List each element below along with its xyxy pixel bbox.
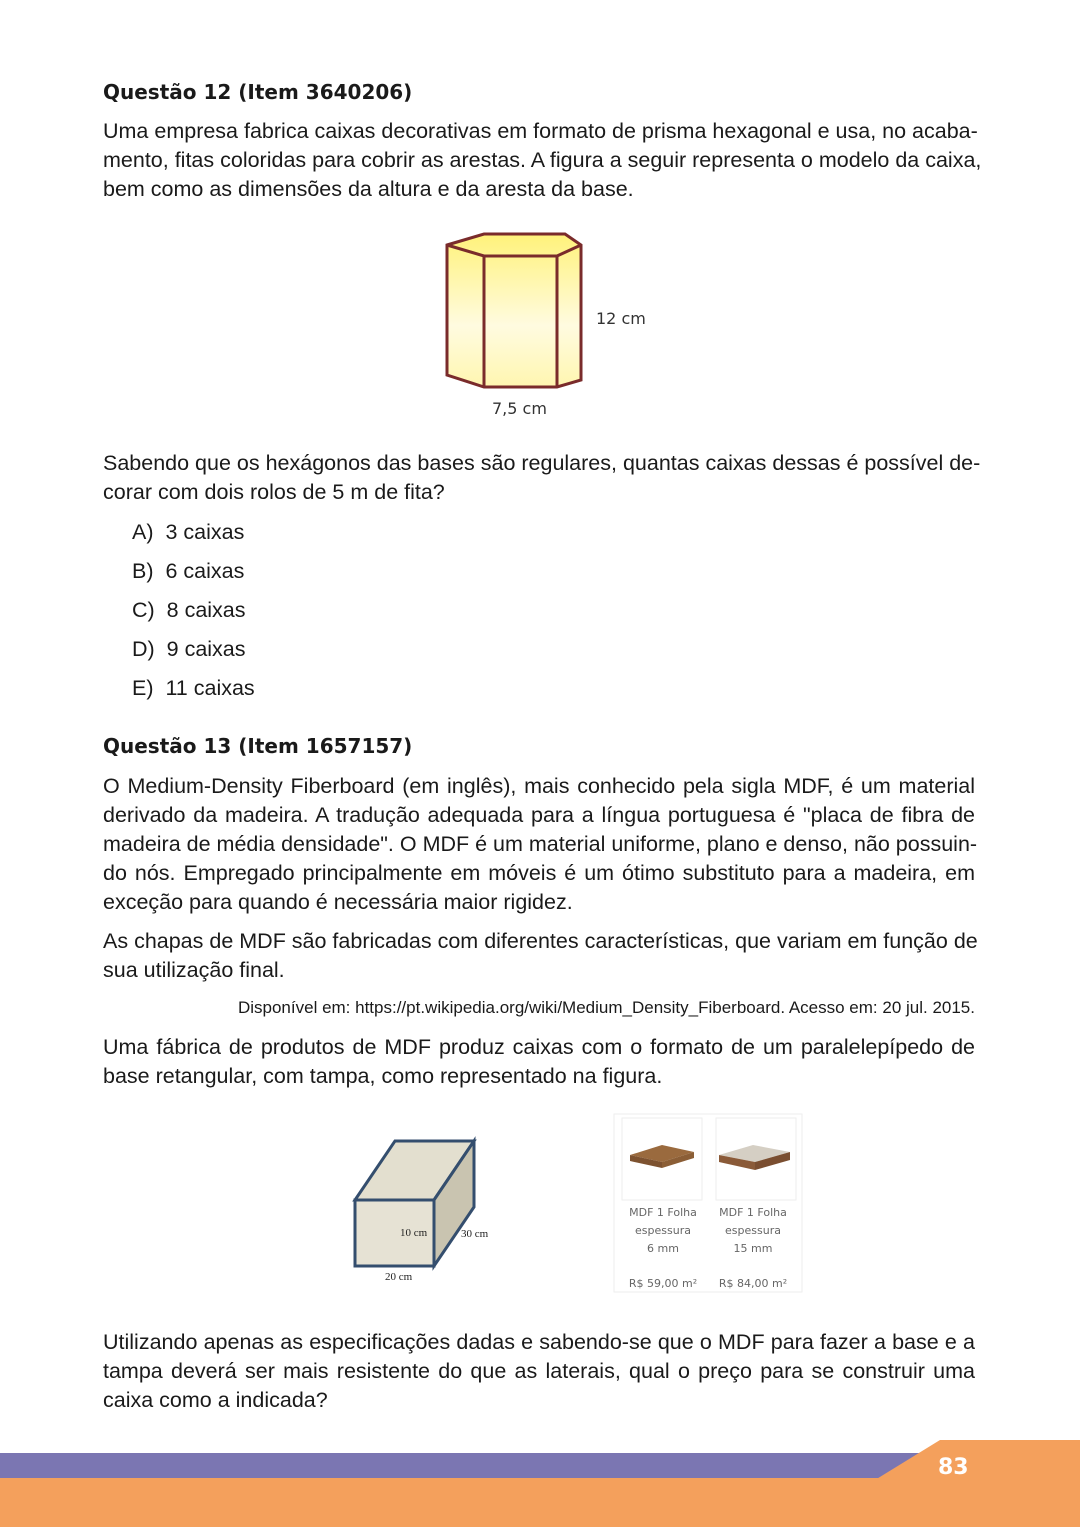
box-figure <box>355 1141 489 1283</box>
product-thickness: 15 mm <box>733 1242 773 1255</box>
source-citation: Disponível em: https://pt.wikipedia.org/wiki/Medium_Density_Fiberboard. Acesso em: 20 jul. 2015. <box>237 998 975 1017</box>
text-line: do nós. Empregado principalmente em móveis é um ótimo substituto para a madeira, em <box>103 861 975 885</box>
q12-intro <box>103 117 982 204</box>
option-b: B) 6 caixas <box>132 559 245 583</box>
product-name: MDF 1 Folha <box>719 1206 787 1219</box>
text-line: derivado da madeira. A tradução adequada para a língua portuguesa é "placa de fibra de <box>103 803 975 827</box>
option-e: E) 11 caixas <box>132 676 255 700</box>
text-line: exceção para quando é necessária maior rigidez. <box>103 890 573 914</box>
q13-p3 <box>103 1033 975 1091</box>
height-label: 12 cm <box>596 309 646 328</box>
text-line: madeira de média densidade". O MDF é um material uniforme, plano e denso, não possuin- <box>103 832 978 856</box>
text-line: base retangular, com tampa, como representado na figura. <box>103 1064 663 1088</box>
hexagonal-prism-figure <box>430 225 670 425</box>
q12-question <box>103 449 981 507</box>
text-line: caixa como a indicada? <box>103 1388 328 1412</box>
product-thickness: 6 mm <box>647 1242 679 1255</box>
option-a: A) 3 caixas <box>132 520 245 544</box>
product-desc: espessura <box>635 1224 691 1237</box>
text-line: As chapas de MDF são fabricadas com diferentes características, que variam em função de <box>103 929 978 953</box>
text-line: Uma empresa fabrica caixas decorativas em formato de prisma hexagonal e usa, no acaba- <box>103 119 978 143</box>
text-line: bem como as dimensões da altura e da aresta da base. <box>103 177 634 201</box>
box-depth-label: 30 cm <box>461 1228 489 1240</box>
q13-question <box>103 1328 975 1415</box>
text-line: tampa deverá ser mais resistente do que as laterais, qual o preço para se construir uma <box>103 1359 975 1383</box>
box-height-label: 10 cm <box>400 1227 428 1239</box>
text-line: Utilizando apenas as especificações dadas e sabendo-se que o MDF para fazer a base e a <box>103 1330 975 1354</box>
text-line: sua utilização final. <box>103 958 285 982</box>
q13-p2 <box>103 927 978 985</box>
page-number-tab <box>0 1440 1080 1480</box>
product-price: R$ 84,00 m² <box>718 1277 788 1290</box>
text-line: O Medium-Density Fiberboard (em inglês), mais conhecido pela sigla MDF, é um material <box>103 774 975 798</box>
q13-p1 <box>103 772 978 917</box>
text-line: mento, fitas coloridas para cobrir as arestas. A figura a seguir representa o modelo da caixa, <box>103 148 982 172</box>
edge-label: 7,5 cm <box>492 399 547 418</box>
option-d: D) 9 caixas <box>132 637 246 661</box>
product-price: R$ 59,00 m² <box>628 1277 698 1290</box>
page-number: 83 <box>938 1455 969 1480</box>
mdf-figure <box>340 1100 820 1300</box>
product-name: MDF 1 Folha <box>629 1206 697 1219</box>
text-line: corar com dois rolos de 5 m de fita? <box>103 480 445 504</box>
option-c: C) 8 caixas <box>132 598 246 622</box>
footer-bar <box>0 1478 1080 1527</box>
text-line: Sabendo que os hexágonos das bases são regulares, quantas caixas dessas é possível de- <box>103 451 981 475</box>
q12-title: Questão 12 (Item 3640206) <box>103 80 413 104</box>
q13-title: Questão 13 (Item 1657157) <box>103 734 413 758</box>
product-desc: espessura <box>725 1224 781 1237</box>
text-line: Uma fábrica de produtos de MDF produz caixas com o formato de um paralelepípedo de <box>103 1035 975 1059</box>
box-width-label: 20 cm <box>385 1271 413 1283</box>
